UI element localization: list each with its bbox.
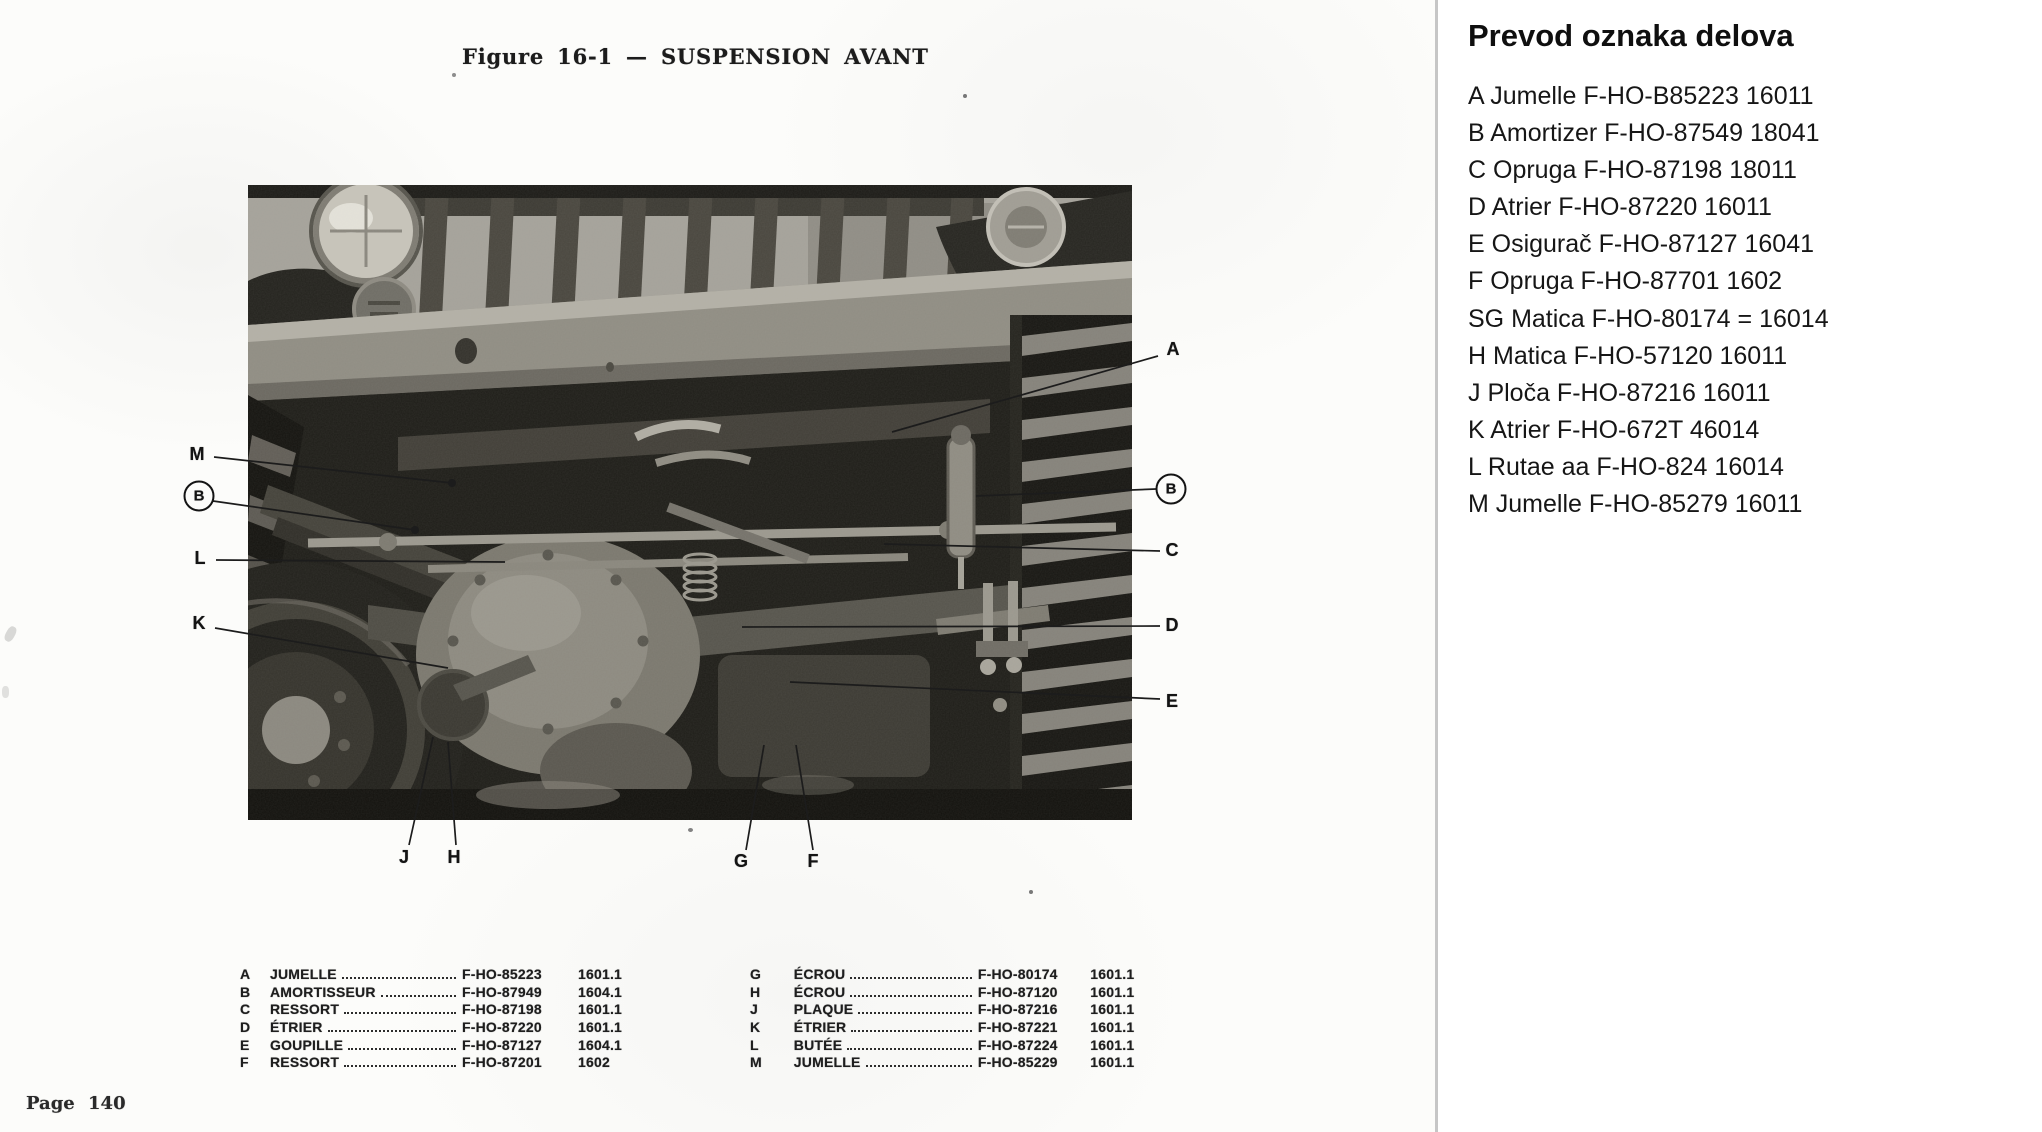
row-letter: J xyxy=(750,1001,758,1018)
table-row xyxy=(238,1001,640,1019)
part-number: F-HO-87216 xyxy=(977,1001,1058,1018)
scan-speck xyxy=(452,73,456,77)
translation-item-j: J Ploča F-HO-87216 16011 xyxy=(1468,378,1771,407)
figure-ref: 1604.1 xyxy=(578,983,623,1000)
part-name: ÉCROU xyxy=(793,966,846,982)
scan-speck xyxy=(688,828,693,832)
table-row xyxy=(238,966,640,984)
part-name: RESSORT xyxy=(270,1001,340,1018)
callout-letter-k: K xyxy=(192,613,206,633)
part-number: F-HO-87221 xyxy=(977,1019,1058,1036)
dot-leader xyxy=(348,1048,456,1050)
figure-ref: 1601.1 xyxy=(1090,966,1135,982)
translation-panel xyxy=(1438,0,2042,1132)
callout-letter-b-left: B xyxy=(184,481,215,512)
parts-table-left xyxy=(238,966,640,1072)
scan-speck xyxy=(1029,890,1033,894)
dot-leader xyxy=(851,1030,972,1032)
suspension-photo-art xyxy=(248,185,1132,820)
translation-item-b: B Amortizer F-HO-87549 18041 xyxy=(1468,119,1820,148)
translation-item-l: L Rutae aa F-HO-824 16014 xyxy=(1468,452,1784,481)
table-row xyxy=(744,1037,1150,1055)
translation-item-f: F Opruga F-HO-87701 1602 xyxy=(1468,267,1783,296)
row-letter: K xyxy=(750,1019,761,1036)
part-number: F-HO-87949 xyxy=(462,983,542,1000)
callout-letter-m: M xyxy=(189,444,205,464)
translation-list xyxy=(1468,78,1829,523)
figure-ref: 1601.1 xyxy=(1090,1054,1135,1071)
page-number: Page 140 xyxy=(26,1093,126,1114)
row-letter: M xyxy=(750,1054,762,1071)
figure-ref: 1604.1 xyxy=(578,1036,623,1053)
row-letter: C xyxy=(240,1001,251,1018)
part-name: ÉTRIER xyxy=(270,1019,323,1036)
callout-letter-b-right: B xyxy=(1156,474,1187,505)
part-number: F-HO-87127 xyxy=(462,1036,542,1053)
part-name: ÉTRIER xyxy=(793,1019,847,1036)
translation-item-m: M Jumelle F-HO-85279 16011 xyxy=(1468,490,1803,519)
figure-ref: 1601.1 xyxy=(1090,983,1135,1000)
part-name: JUMELLE xyxy=(270,966,337,982)
table-row xyxy=(238,984,640,1002)
dot-leader xyxy=(328,1030,456,1032)
dot-leader xyxy=(866,1065,972,1067)
part-name: PLAQUE xyxy=(793,1001,854,1018)
part-number: F-HO-87224 xyxy=(977,1036,1058,1053)
part-name: RESSORT xyxy=(270,1054,340,1071)
part-name: JUMELLE xyxy=(793,1054,861,1071)
callout-letter-c: C xyxy=(1165,540,1179,560)
table-row xyxy=(238,1054,640,1072)
figure-ref: 1601.1 xyxy=(578,1001,623,1018)
table-row xyxy=(744,1019,1150,1037)
row-letter: A xyxy=(240,966,251,982)
callout-letter-l: L xyxy=(194,548,206,568)
dot-leader xyxy=(342,977,456,979)
dot-leader xyxy=(858,1012,972,1014)
translation-item-sg: SG Matica F-HO-80174 = 16014 xyxy=(1468,304,1829,333)
row-letter: D xyxy=(240,1019,251,1036)
row-letter: G xyxy=(750,966,762,982)
part-name: ÉCROU xyxy=(793,983,846,1000)
scan-speck xyxy=(963,94,967,98)
figure-ref: 1601.1 xyxy=(1090,1001,1135,1018)
row-letter: L xyxy=(750,1036,759,1053)
part-number: F-HO-87198 xyxy=(462,1001,542,1018)
part-number: F-HO-87220 xyxy=(462,1019,542,1036)
table-row xyxy=(238,1037,640,1055)
suspension-photo xyxy=(248,185,1132,820)
dot-leader xyxy=(850,995,972,997)
callout-letter-a: A xyxy=(1166,339,1180,359)
translation-item-d: D Atrier F-HO-87220 16011 xyxy=(1468,193,1772,222)
part-number: F-HO-87120 xyxy=(977,983,1058,1000)
part-name: BUTÉE xyxy=(793,1036,843,1053)
callout-letter-g: G xyxy=(733,851,749,871)
callout-letter-d: D xyxy=(1165,615,1179,635)
table-row xyxy=(238,1019,640,1037)
parts-table-right xyxy=(744,966,1150,1072)
figure-ref: 1602 xyxy=(578,1054,610,1071)
translation-item-c: C Opruga F-HO-87198 18011 xyxy=(1468,156,1797,185)
part-number: F-HO-85223 xyxy=(462,966,542,982)
translation-item-e: E Osigurač F-HO-87127 16041 xyxy=(1468,230,1815,259)
table-row xyxy=(744,1001,1150,1019)
dot-leader xyxy=(344,1065,456,1067)
table-row xyxy=(744,966,1150,984)
figure-ref: 1601.1 xyxy=(1090,1019,1135,1036)
panel-title: Prevod oznaka delova xyxy=(1468,18,1794,53)
callout-letter-e: E xyxy=(1165,691,1179,711)
row-letter: H xyxy=(750,983,761,1000)
part-number: F-HO-80174 xyxy=(977,966,1058,982)
figure-ref: 1601.1 xyxy=(578,1019,623,1036)
figure-ref: 1601.1 xyxy=(1090,1036,1135,1053)
translation-item-h: H Matica F-HO-57120 16011 xyxy=(1468,341,1788,370)
callout-letter-j: J xyxy=(398,847,410,867)
figure-ref: 1601.1 xyxy=(578,966,623,982)
figure-caption: Figure 16-1 — SUSPENSION AVANT xyxy=(462,44,929,69)
part-name: GOUPILLE xyxy=(270,1036,344,1053)
dot-leader xyxy=(847,1048,972,1050)
callout-letter-f: F xyxy=(807,851,819,871)
dot-leader xyxy=(381,995,456,997)
translation-item-k: K Atrier F-HO-672T 46014 xyxy=(1468,415,1760,444)
row-letter: F xyxy=(240,1054,249,1071)
callout-letter-h: H xyxy=(447,847,461,867)
dot-leader xyxy=(344,1012,456,1014)
scan-mark xyxy=(3,625,18,643)
part-number: F-HO-85229 xyxy=(977,1054,1058,1071)
part-name: AMORTISSEUR xyxy=(270,983,376,1000)
table-row xyxy=(744,984,1150,1002)
film-grain xyxy=(248,185,1132,820)
part-number: F-HO-87201 xyxy=(462,1054,542,1071)
table-row xyxy=(744,1054,1150,1072)
row-letter: E xyxy=(240,1036,250,1053)
dot-leader xyxy=(850,977,972,979)
translation-item-a: A Jumelle F-HO-B85223 16011 xyxy=(1468,82,1814,110)
row-letter: B xyxy=(240,983,251,1000)
scan-mark xyxy=(2,686,9,698)
